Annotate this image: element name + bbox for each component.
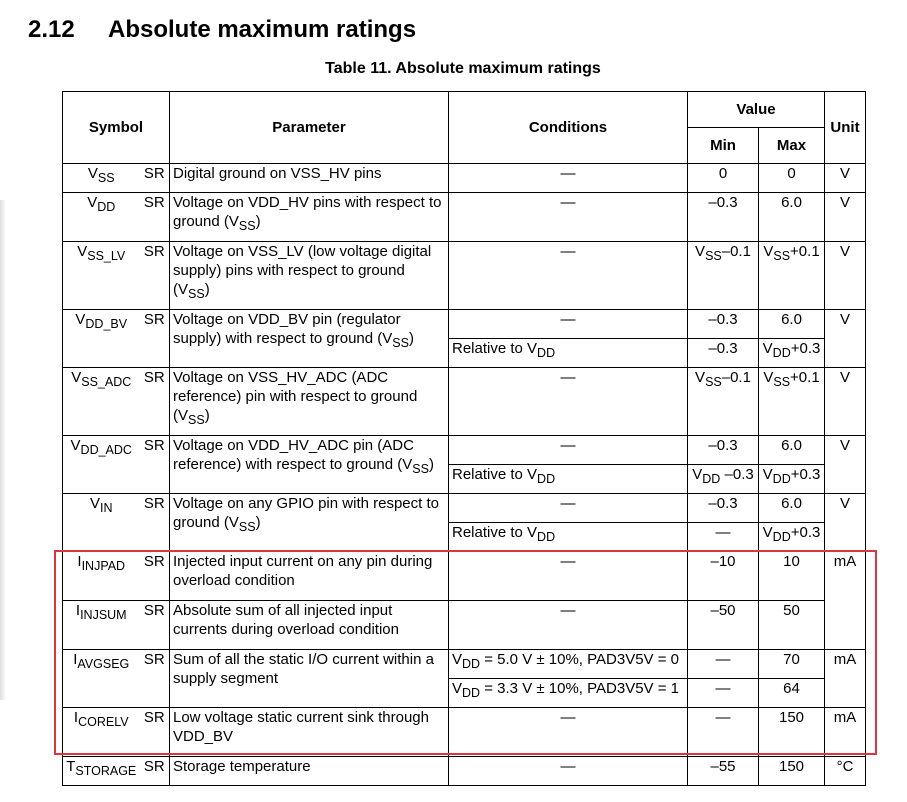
min-cell: — (688, 650, 759, 679)
parameter-cell: Low voltage static current sink through VDD_BV (170, 708, 449, 757)
min-cell: –0.3 (688, 436, 759, 465)
max-cell: 150 (759, 757, 825, 786)
min-cell: — (688, 523, 759, 552)
min-cell: –0.3 (688, 310, 759, 339)
unit-cell: mA (825, 708, 866, 757)
max-cell: $V_{DD}+0.3$ (759, 523, 825, 552)
symbol-cell: $V_{DD\_ADC}$ (63, 436, 140, 494)
unit-cell: V (825, 368, 866, 436)
class-cell: SR (140, 650, 170, 708)
symbol-cell: $V_{SS}$ (63, 164, 140, 193)
unit-cell: V (825, 193, 866, 242)
header-min: Min (688, 128, 759, 164)
min-cell: –50 (688, 601, 759, 650)
symbol-cell: $V_{DD\_BV}$ (63, 310, 140, 368)
header-max: Max (759, 128, 825, 164)
unit-cell: mA (825, 552, 866, 650)
unit-cell: V (825, 164, 866, 193)
max-cell: 6.0 (759, 436, 825, 465)
symbol-cell: $V_{IN}$ (63, 494, 140, 552)
conditions-cell: — (449, 494, 688, 523)
section-title: Absolute maximum ratings (108, 16, 417, 43)
min-cell: –55 (688, 757, 759, 786)
class-cell: SR (140, 242, 170, 310)
conditions-cell: — (449, 708, 688, 757)
parameter-cell: Voltage on VDD_HV_ADC pin (ADC reference) with respect to ground $(V_{SS})$ (170, 436, 449, 494)
conditions-cell: — (449, 310, 688, 339)
symbol-cell: $V_{SS\_LV}$ (63, 242, 140, 310)
ratings-table (62, 91, 866, 786)
min-cell: — (688, 708, 759, 757)
min-cell: –0.3 (688, 494, 759, 523)
symbol-cell: $I_{INJPAD}$ (63, 552, 140, 601)
max-cell: 6.0 (759, 310, 825, 339)
parameter-cell: Voltage on any GPIO pin with respect to ground $(V_{SS})$ (170, 494, 449, 552)
conditions-cell: — (449, 601, 688, 650)
unit-cell: °C (825, 757, 866, 786)
conditions-cell: — (449, 368, 688, 436)
min-cell: 0 (688, 164, 759, 193)
min-cell: — (688, 679, 759, 708)
min-cell: –10 (688, 552, 759, 601)
header-symbol: Symbol (63, 92, 170, 164)
unit-cell: V (825, 436, 866, 494)
parameter-cell: Absolute sum of all injected input currents during overload condition (170, 601, 449, 650)
symbol-cell: $I_{INJSUM}$ (63, 601, 140, 650)
parameter-cell: Voltage on VSS_HV_ADC (ADC reference) pin with respect to ground $(V_{SS})$ (170, 368, 449, 436)
symbol-cell: $V_{SS\_ADC}$ (63, 368, 140, 436)
conditions-cell: Relative to $V_{DD}$ (449, 339, 688, 368)
class-cell: SR (140, 494, 170, 552)
section-heading (28, 16, 416, 44)
class-cell: SR (140, 368, 170, 436)
max-cell: $V_{SS}+0.1$ (759, 242, 825, 310)
min-cell: $V_{SS}-0.1$ (688, 242, 759, 310)
max-cell: 150 (759, 708, 825, 757)
max-cell: $V_{DD}+0.3$ (759, 339, 825, 368)
max-cell: 70 (759, 650, 825, 679)
parameter-cell: Voltage on VSS_LV (low voltage digital supply) pins with respect to ground $(V_{SS})$ (170, 242, 449, 310)
max-cell: 64 (759, 679, 825, 708)
class-cell: SR (140, 552, 170, 601)
min-cell: –0.3 (688, 339, 759, 368)
class-cell: SR (140, 436, 170, 494)
conditions-cell: — (449, 436, 688, 465)
page-edge-shadow (0, 200, 6, 700)
parameter-cell: Voltage on VDD_BV pin (regulator supply) with respect to ground $(V_{SS})$ (170, 310, 449, 368)
conditions-cell: — (449, 757, 688, 786)
conditions-cell: — (449, 552, 688, 601)
conditions-cell: — (449, 164, 688, 193)
class-cell: SR (140, 757, 170, 786)
header-unit: Unit (825, 92, 866, 164)
unit-cell: V (825, 310, 866, 368)
unit-cell: V (825, 494, 866, 552)
symbol-cell: $I_{CORELV}$ (63, 708, 140, 757)
symbol-cell: $I_{AVGSEG}$ (63, 650, 140, 708)
conditions-cell: $V_{DD} = 3.3$ V ± 10%, PAD3V5V = 1 (449, 679, 688, 708)
section-number: 2.12 (28, 16, 75, 43)
max-cell: 0 (759, 164, 825, 193)
max-cell: 6.0 (759, 193, 825, 242)
header-conditions: Conditions (449, 92, 688, 164)
parameter-cell: Sum of all the static I/O current within a supply segment (170, 650, 449, 708)
max-cell: $V_{SS}+0.1$ (759, 368, 825, 436)
conditions-cell: — (449, 193, 688, 242)
conditions-cell: $V_{DD} = 5.0$ V ± 10%, PAD3V5V = 0 (449, 650, 688, 679)
table-caption: Table 11. Absolute maximum ratings (325, 60, 601, 77)
conditions-cell: Relative to $V_{DD}$ (449, 465, 688, 494)
parameter-cell: Digital ground on VSS_HV pins (170, 164, 449, 193)
conditions-cell: — (449, 242, 688, 310)
max-cell: 10 (759, 552, 825, 601)
symbol-cell: $T_{STORAGE}$ (63, 757, 140, 786)
class-cell: SR (140, 164, 170, 193)
parameter-cell: Storage temperature (170, 757, 449, 786)
class-cell: SR (140, 708, 170, 757)
min-cell: –0.3 (688, 193, 759, 242)
class-cell: SR (140, 601, 170, 650)
parameter-cell: Voltage on VDD_HV pins with respect to ground $(V_{SS})$ (170, 193, 449, 242)
conditions-cell: Relative to $V_{DD}$ (449, 523, 688, 552)
max-cell: 6.0 (759, 494, 825, 523)
header-value: Value (688, 92, 825, 128)
header-parameter: Parameter (170, 92, 449, 164)
class-cell: SR (140, 193, 170, 242)
max-cell: $V_{DD}+0.3$ (759, 465, 825, 494)
unit-cell: V (825, 242, 866, 310)
min-cell: $V_{SS}-0.1$ (688, 368, 759, 436)
symbol-cell: $V_{DD}$ (63, 193, 140, 242)
class-cell: SR (140, 310, 170, 368)
max-cell: 50 (759, 601, 825, 650)
unit-cell: mA (825, 650, 866, 708)
min-cell: $V_{DD}$ –0.3 (688, 465, 759, 494)
parameter-cell: Injected input current on any pin during overload condition (170, 552, 449, 601)
